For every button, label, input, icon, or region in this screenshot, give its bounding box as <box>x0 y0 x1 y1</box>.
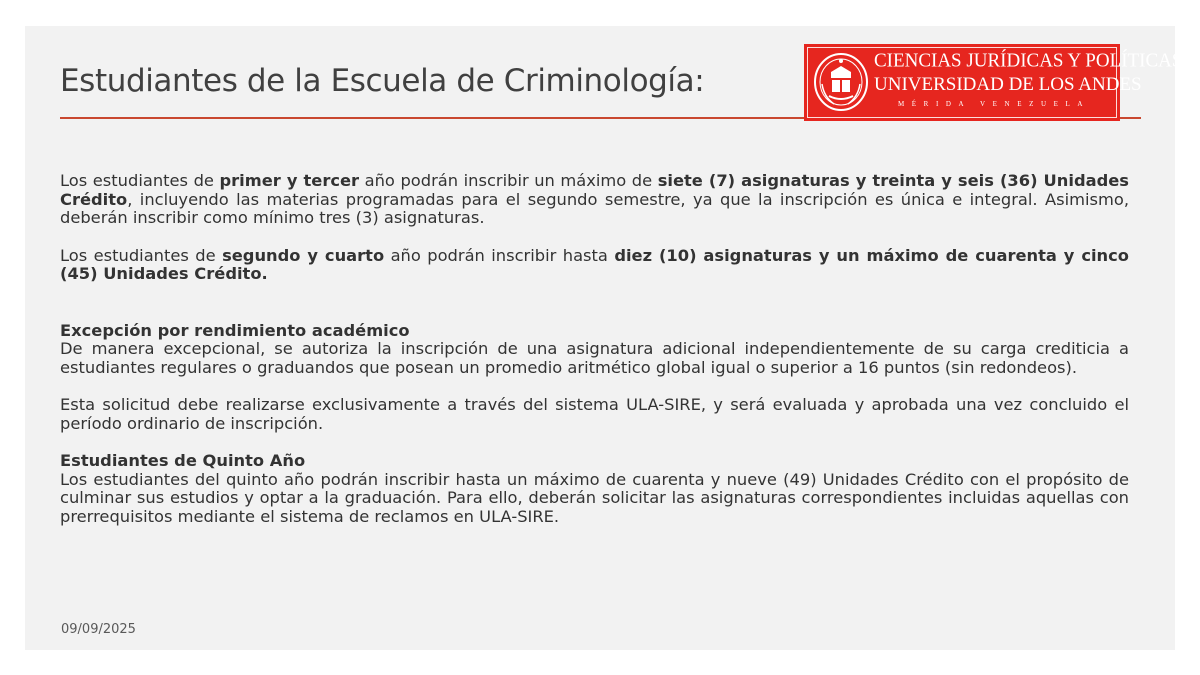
university-logo <box>804 44 1183 121</box>
text-run: año podrán inscribir un máximo de <box>359 171 658 190</box>
logo-location: MÉRIDA VENEZUELA <box>897 100 1091 108</box>
bold-run: primer y tercer <box>219 171 360 190</box>
fifth-year-body: Los estudiantes del quinto año podrán inscribir hasta un máximo de cuarenta y nueve (49) Unidades Crédito con el propósito de culminar sus estudios y optar a la graduación. Para ello, deberán solicitar las asignaturas correspondientes incluidas aquellas con prerrequisitos mediante el sistema de reclamos en ULA-SIRE. <box>60 469 1129 526</box>
bold-run: diez (10) asignaturas y un máximo de cuarenta y cinco (45) Unidades Crédito. <box>60 245 1129 283</box>
exception-body: De manera excepcional, se autoriza la inscripción de una asignatura adicional independientemente de su carga crediticia a estudiantes regulares o graduandos que posean un promedio aritmético global igual o superior a 16 puntos (sin redondeos). <box>60 339 1129 377</box>
bold-run: segundo y cuarto <box>222 245 385 265</box>
logo-faculty-name: CIENCIAS JURÍDICAS Y POLÍTICAS <box>874 49 1183 72</box>
text-run: , incluyendo las materias programadas para el segundo semestre, ya que la inscripción es única e integral. Asimismo, deberán inscribir como mínimo tres (3) asignaturas. <box>60 189 1129 227</box>
exception-note: Esta solicitud debe realizarse exclusivamente a través del sistema ULA-SIRE, y será evaluada y aprobada una vez concluido el período ordinario de inscripción. <box>60 395 1129 433</box>
text-run: año podrán inscribir hasta <box>384 245 615 265</box>
fifth-year-heading: Estudiantes de Quinto Año <box>60 451 306 470</box>
paragraph-second-fourth-year <box>60 247 1129 284</box>
text-run: Los estudiantes de <box>60 245 223 265</box>
slide-body <box>60 172 1129 526</box>
slide-date: 09/09/2025 <box>61 622 136 637</box>
slide-title: Estudiantes de la Escuela de Criminología: <box>60 63 705 99</box>
bold-run: siete (7) asignaturas y treinta y seis (36) Unidades Crédito <box>60 171 1129 209</box>
exception-heading: Excepción por rendimiento académico <box>60 320 410 340</box>
logo-university-name: UNIVERSIDAD DE LOS ANDES <box>874 74 1142 95</box>
university-seal-icon <box>812 52 870 113</box>
text-run: Los estudiantes de <box>60 171 220 190</box>
paragraph-first-third-year <box>60 172 1129 228</box>
